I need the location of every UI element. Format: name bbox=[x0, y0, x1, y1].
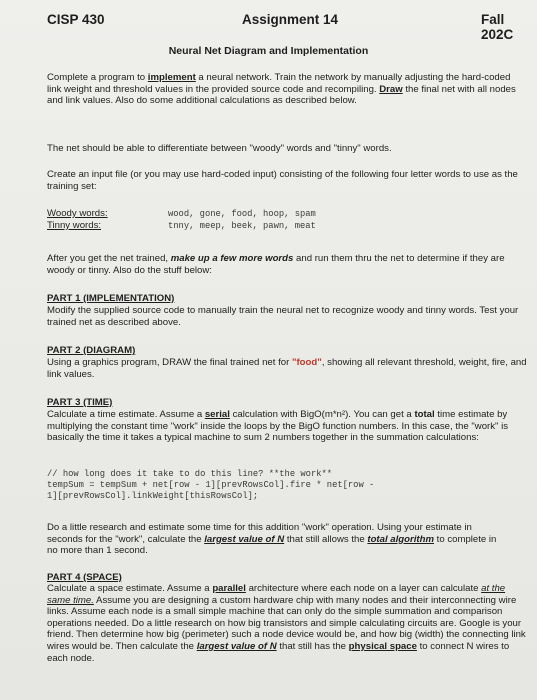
research-text-2: that still allows the bbox=[284, 533, 368, 545]
part3-heading: PART 3 (TIME) bbox=[47, 397, 113, 408]
part3-text-3: time estimate by multiplying the constant time "work" inside the loops by the BigO function numbers. In this case, the "work" is basically the time it takes a typical machine to sum 2 numbers together in the summation calculations: bbox=[47, 409, 509, 444]
intro-implement: implement bbox=[147, 72, 196, 83]
research-text-3: to complete in no more than 1 second. bbox=[47, 533, 497, 557]
part3-body bbox=[47, 409, 509, 444]
research-text: Do a little research and estimate some time for this addition "work" operation. Using your estimate in seconds for the "work", calculate the bbox=[47, 522, 472, 545]
code-comment: // how long does it take to do this line? **the work** bbox=[47, 469, 333, 479]
after-text: After you get the net trained, bbox=[47, 253, 171, 264]
differentiate-paragraph: The net should be able to differentiate between "woody" words and "tinny" words. bbox=[47, 143, 392, 154]
part2-text-2: , showing all relevant threshold, weight, fire, and link values. bbox=[47, 357, 527, 380]
intro-paragraph bbox=[47, 72, 525, 107]
term: Fall 202C bbox=[481, 12, 514, 42]
part4-physical-space: physical space bbox=[348, 640, 417, 652]
part2-text: Using a graphics program, DRAW the final trained net for bbox=[47, 357, 292, 368]
part3-serial: serial bbox=[204, 409, 230, 420]
part4-body bbox=[47, 583, 529, 664]
part4-heading: PART 4 (SPACE) bbox=[47, 572, 122, 583]
part2-food: "food" bbox=[291, 357, 322, 368]
part1-body: Modify the supplied source code to manually train the neural net to recognize woody and tinny words. Test your trained net as described above. bbox=[47, 305, 519, 328]
intro-text: Complete a program to bbox=[47, 72, 148, 83]
input-file-paragraph: Create an input file (or you may use hard-coded input) consisting of the following four letter words to use as the training set: bbox=[47, 169, 518, 192]
woody-words: wood, gone, food, hoop, spam bbox=[168, 209, 316, 219]
intro-text-3: the final net with all nodes and link values. Also do some additional calculations as described below. bbox=[47, 83, 516, 107]
part4-text: Calculate a space estimate. Assume a bbox=[47, 583, 213, 594]
tinny-label: Tinny words: bbox=[47, 220, 102, 231]
after-emphasis: make up a few more words bbox=[170, 253, 294, 264]
code-line-1: tempSum = tempSum + net[row - 1][prevRowsCol].fire * net[row - bbox=[47, 480, 375, 490]
part4-text-4: that still has the bbox=[276, 640, 349, 652]
tinny-words: tnny, meep, beek, pawn, meat bbox=[168, 221, 316, 231]
after-text-2: and run them thru the net to determine if they are woody or tinny. Also do the stuff below: bbox=[47, 253, 505, 276]
part4-text-2: architecture where each node on a layer can calculate bbox=[245, 583, 482, 594]
woody-label: Woody words: bbox=[47, 208, 108, 219]
part4-text-5: to connect N wires to each node. bbox=[47, 640, 510, 664]
part3-total: total bbox=[414, 409, 435, 420]
page-title: Neural Net Diagram and Implementation bbox=[168, 45, 369, 57]
course-code: CISP 430 bbox=[47, 12, 105, 27]
part2-body bbox=[47, 357, 529, 380]
part4-same-time: at the same time. bbox=[47, 583, 506, 606]
research-largest-n: largest value of N bbox=[204, 533, 285, 545]
code-line-2: 1][prevRowsCol].linkWeight[thisRowsCol]; bbox=[47, 491, 259, 501]
part4-text-3: Assume you are designing a custom hardware chip with many nodes and their interconnecting wire links. Assume each node is a small simple machine that can only do the simple summation and comparison operations needed. Do a little research on how big transistors and simple calculating circuits are. Google is your friend. Then determine how big (perimeter) such a node device would be, and how big (width) the connecting link wires would be. Then calculate the bbox=[47, 594, 526, 652]
part3-text: Calculate a time estimate. Assume a bbox=[47, 409, 205, 420]
part1-heading: PART 1 (IMPLEMENTATION) bbox=[47, 293, 175, 304]
part4-parallel: parallel bbox=[212, 583, 246, 594]
intro-draw: Draw bbox=[379, 83, 403, 95]
assignment-number: Assignment 14 bbox=[242, 12, 339, 27]
part3-text-2: calculation with BigO(m*n²). You can get a bbox=[229, 409, 415, 420]
after-paragraph bbox=[47, 253, 529, 276]
part3-research bbox=[47, 522, 509, 557]
research-total-algorithm: total algorithm bbox=[367, 533, 434, 545]
part4-largest-n: largest value of N bbox=[196, 640, 277, 652]
part2-heading: PART 2 (DIAGRAM) bbox=[47, 345, 136, 356]
intro-text-2: a neural network. Train the network by manually adjusting the hard-coded link weight and threshold values in the provided source code and recompiling. bbox=[47, 72, 511, 95]
